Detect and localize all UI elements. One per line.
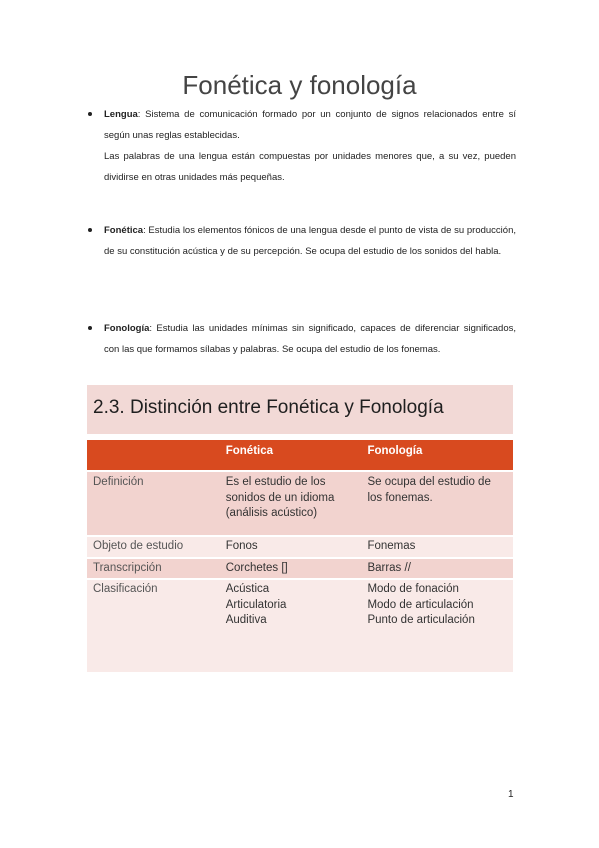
comparison-table <box>87 440 513 672</box>
cell-fonologia <box>361 558 513 580</box>
cell-line: Acústica <box>225 583 270 595</box>
bullet-term: Fonética <box>104 225 144 236</box>
page-title: Fonética y fonología <box>182 70 417 100</box>
cell-line: Es el estudio de los sonidos de un idioma (análisis acústico) <box>225 476 335 519</box>
bullet-term: Lengua <box>104 109 138 120</box>
cell-line: Barras // <box>367 561 411 574</box>
table-header-row <box>87 440 513 471</box>
bullet-fonetica <box>88 220 516 262</box>
bullet-paragraph <box>104 104 516 146</box>
bullet-paragraph <box>104 318 516 360</box>
cell-line: Auditiva <box>225 614 267 626</box>
table-row <box>87 471 513 536</box>
bullet-fonologia <box>88 318 516 360</box>
row-label: Definición <box>87 471 220 536</box>
table-header-fonologia: Fonología <box>361 440 513 471</box>
bullet-dot-icon <box>88 112 92 116</box>
bullet-text: : Estudia los elementos fónicos de una lengua desde el punto de vista de su producción, de su constitución acústica y de su percepción. Se ocupa del estudio de los sonidos del habla. <box>104 225 516 257</box>
cell-line: Articulatoria <box>225 598 287 611</box>
row-label: Transcripción <box>87 558 220 580</box>
row-label: Objeto de estudio <box>87 536 220 558</box>
bullet-term: Fonología <box>104 323 150 334</box>
cell-fonologia <box>361 471 513 536</box>
cell-line: Fonos <box>225 540 258 552</box>
cell-fonetica <box>220 471 362 536</box>
cell-line: Se ocupa del estudio de los fonemas. <box>367 476 491 504</box>
cell-line: Punto de articulación <box>367 614 475 626</box>
table-row <box>87 579 513 672</box>
bullet-text: : Estudia las unidades mínimas sin significado, capaces de diferenciar significados, con las que formamos sílabas y palabras. Se ocupa del estudio de los fonemas. <box>104 323 516 355</box>
section-heading: 2.3. Distinción entre Fonética y Fonología <box>93 397 444 418</box>
bullet-text: : Sistema de comunicación formado por un conjunto de signos relacionados entre sí según unas reglas establecidas. <box>104 109 516 141</box>
cell-line: Fonemas <box>367 540 416 552</box>
cell-line: Modo de articulación <box>367 598 474 611</box>
table-header-empty <box>87 440 220 471</box>
section-heading-band <box>87 385 513 434</box>
cell-fonetica <box>220 536 362 558</box>
page-number: 1 <box>508 789 514 800</box>
bullet-dot-icon <box>88 326 92 330</box>
bullet-dot-icon <box>88 228 92 232</box>
cell-fonologia <box>361 536 513 558</box>
bullet-continuation: Las palabras de una lengua están compuestas por unidades menores que, a su vez, pueden dividirse en otras unidades más pequeñas. <box>104 151 516 183</box>
table-row <box>87 558 513 580</box>
table-row <box>87 536 513 558</box>
bullet-lengua <box>88 104 516 188</box>
cell-line: Corchetes [] <box>225 561 288 574</box>
bullet-paragraph <box>104 220 516 262</box>
row-label: Clasificación <box>87 579 220 672</box>
cell-fonetica <box>220 579 362 672</box>
cell-line: Modo de fonación <box>367 583 459 595</box>
table-header-fonetica: Fonética <box>220 440 362 471</box>
cell-fonologia <box>361 579 513 672</box>
cell-fonetica <box>220 558 362 580</box>
